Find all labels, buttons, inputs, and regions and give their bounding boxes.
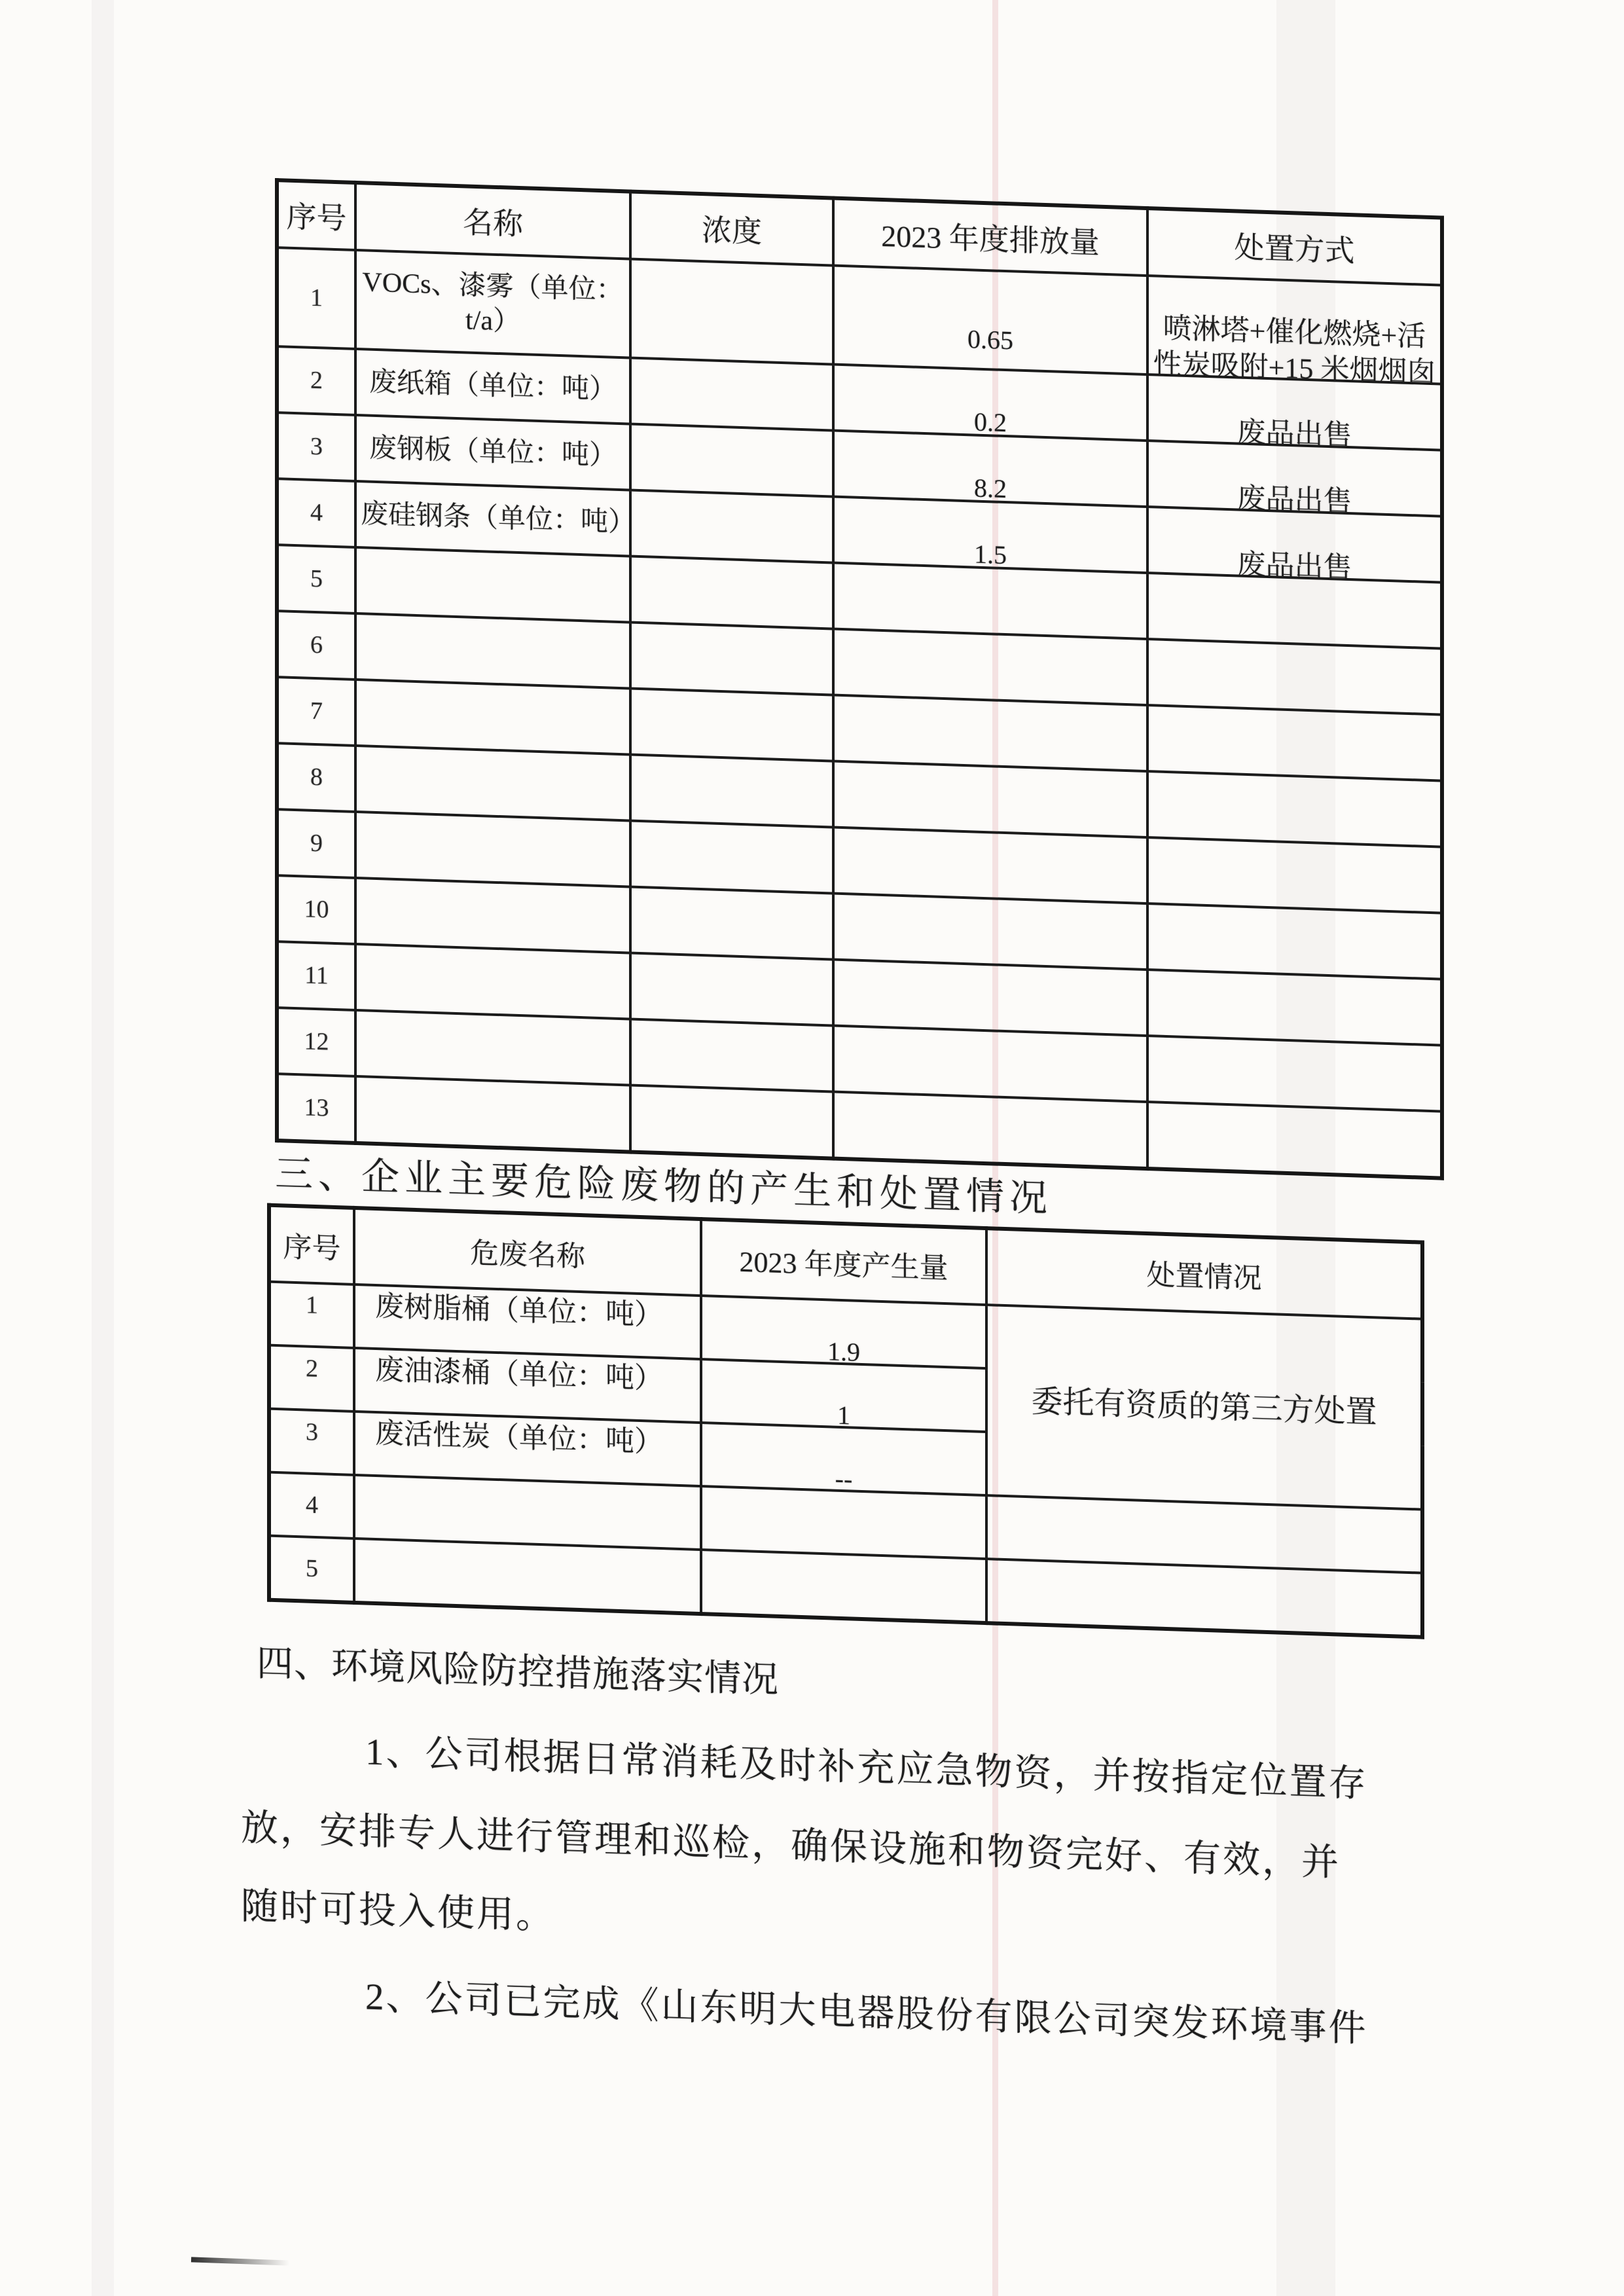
cell-no: 8 — [277, 743, 355, 812]
cell-amount — [833, 695, 1147, 772]
col-header-disposal-status: 处置情况 — [986, 1228, 1422, 1319]
amount-value: 1 — [837, 1400, 850, 1430]
cell-no — [269, 1409, 354, 1475]
cell-concentration — [630, 755, 833, 828]
cell-concentration — [630, 623, 833, 695]
amount-value: 1.9 — [827, 1336, 860, 1367]
cell-no: 5 — [269, 1536, 354, 1603]
cell-name — [354, 1539, 701, 1614]
cell-concentration — [630, 358, 833, 431]
name-value: 废活性炭（单位：吨） — [375, 1417, 663, 1459]
cell-disposal — [986, 1559, 1422, 1637]
cell-disposal-merged: 委托有资质的第三方处置 — [986, 1305, 1422, 1510]
cell-amount — [833, 1092, 1147, 1169]
cell-amount — [833, 365, 1147, 441]
col-header-concentration: 浓度 — [630, 192, 833, 266]
cell-no: 13 — [277, 1074, 355, 1143]
cell-name: 废纸箱（单位：吨） — [355, 349, 630, 424]
cell-no: 7 — [277, 677, 355, 746]
no-value: 1 — [306, 1291, 318, 1319]
cell-no — [269, 1282, 354, 1348]
section-4-heading: 四、环境风险防控措施落实情况 — [257, 1643, 779, 1701]
cell-concentration — [630, 490, 833, 563]
cell-name — [355, 1076, 630, 1152]
disposal-value: 废品出售 — [1236, 482, 1352, 519]
cell-amount — [833, 960, 1147, 1036]
cell-name — [355, 680, 630, 755]
no-value: 3 — [306, 1418, 318, 1446]
cell-name — [354, 1412, 701, 1486]
cell-name: VOCs、漆雾（单位：t/a） — [355, 250, 630, 358]
cell-concentration — [630, 259, 833, 365]
cell-disposal — [1147, 441, 1442, 517]
cell-concentration — [630, 689, 833, 761]
disposal-value: 废品出售 — [1236, 548, 1352, 585]
cell-amount — [701, 1296, 986, 1368]
cell-no: 4 — [277, 479, 355, 547]
amount-value: 0.65 — [967, 323, 1013, 355]
name-value: 废油漆桶（单位：吨） — [375, 1353, 663, 1395]
cell-disposal — [1147, 639, 1442, 715]
cell-concentration — [630, 1085, 833, 1159]
no-value: 2 — [306, 1355, 318, 1383]
cell-disposal — [1147, 1036, 1442, 1112]
cell-name — [354, 1348, 701, 1423]
cell-amount — [833, 629, 1147, 706]
paragraph-1-line-3: 随时可投入使用。 — [241, 1886, 555, 1937]
cell-no: 5 — [277, 545, 355, 613]
cell-disposal — [1147, 970, 1442, 1046]
cell-amount — [833, 563, 1147, 640]
cell-disposal — [1147, 1102, 1442, 1178]
cell-name: 废钢板（单位：吨） — [355, 415, 630, 490]
cell-no — [269, 1345, 354, 1412]
cell-no: 10 — [277, 875, 355, 944]
cell-amount — [701, 1359, 986, 1432]
paragraph-1-line-2: 放，安排专人进行管理和巡检，确保设施和物资完好、有效，并 — [241, 1807, 1341, 1884]
cell-amount — [701, 1423, 986, 1495]
cell-name — [355, 878, 630, 953]
cell-disposal — [1147, 276, 1442, 389]
col-header-no: 序号 — [277, 180, 355, 250]
name-value: 废树脂桶（单位：吨） — [375, 1290, 663, 1332]
cell-disposal — [1147, 837, 1442, 913]
section-3-heading: 三、企业主要危险废物的产生和处置情况 — [275, 1152, 1053, 1220]
cell-amount — [833, 894, 1147, 970]
cell-amount — [833, 431, 1147, 507]
col-header-amount-2023: 2023 年度排放量 — [833, 198, 1147, 276]
col-header-name: 名称 — [355, 183, 630, 259]
cell-disposal — [1147, 903, 1442, 979]
cell-disposal — [1147, 771, 1442, 847]
col-header-disposal: 处置方式 — [1147, 208, 1442, 285]
cell-amount — [701, 1550, 986, 1623]
cell-no: 2 — [277, 346, 355, 415]
cell-no: 3 — [277, 412, 355, 481]
cell-name — [355, 746, 630, 821]
cell-concentration — [630, 821, 833, 894]
amount-value: 1.5 — [974, 538, 1007, 570]
disposal-value: 喷淋塔+催化燃烧+活性炭吸附+15 米烟烟囱 — [1153, 312, 1436, 389]
cell-no: 12 — [277, 1008, 355, 1076]
cell-concentration — [630, 887, 833, 960]
cell-amount — [833, 1026, 1147, 1102]
cell-concentration — [630, 953, 833, 1026]
cell-amount — [833, 266, 1147, 375]
cell-disposal — [1147, 705, 1442, 781]
cell-name — [355, 1010, 630, 1085]
paragraph-1-line-1: 1、公司根据日常消耗及时补充应急物资，并按指定位置存 — [365, 1731, 1368, 1805]
cell-amount — [833, 497, 1147, 574]
cell-name: 废硅钢条（单位：吨） — [355, 481, 630, 556]
cell-concentration — [630, 1019, 833, 1092]
cell-concentration — [630, 424, 833, 497]
cell-no: 1 — [277, 247, 355, 349]
amount-value: -- — [835, 1463, 853, 1493]
hazardous-waste-table — [267, 1203, 1424, 1639]
col-header-generated-2023: 2023 年度产生量 — [701, 1219, 986, 1305]
cell-amount — [701, 1486, 986, 1559]
disposal-value: 废品出售 — [1236, 416, 1352, 452]
amount-value: 0.2 — [974, 406, 1007, 437]
cell-no: 9 — [277, 809, 355, 878]
cell-no: 6 — [277, 611, 355, 680]
cell-concentration — [630, 556, 833, 629]
col-header-waste-name: 危废名称 — [354, 1208, 701, 1296]
cell-no: 11 — [277, 941, 355, 1010]
paragraph-2-line-1: 2、公司已完成《山东明大电器股份有限公司突发环境事件 — [365, 1976, 1368, 2050]
cell-amount — [833, 761, 1147, 838]
cell-disposal — [1147, 507, 1442, 583]
cell-amount — [833, 828, 1147, 904]
cell-name — [354, 1285, 701, 1359]
emissions-table — [275, 178, 1444, 1180]
cell-name — [355, 547, 630, 623]
cell-name — [354, 1475, 701, 1550]
cell-no: 4 — [269, 1472, 354, 1539]
amount-value: 8.2 — [974, 472, 1007, 503]
cell-disposal — [1147, 573, 1442, 649]
cell-name — [355, 944, 630, 1019]
col-header-no: 序号 — [269, 1205, 354, 1285]
cell-name — [355, 812, 630, 887]
cell-name — [355, 613, 630, 689]
